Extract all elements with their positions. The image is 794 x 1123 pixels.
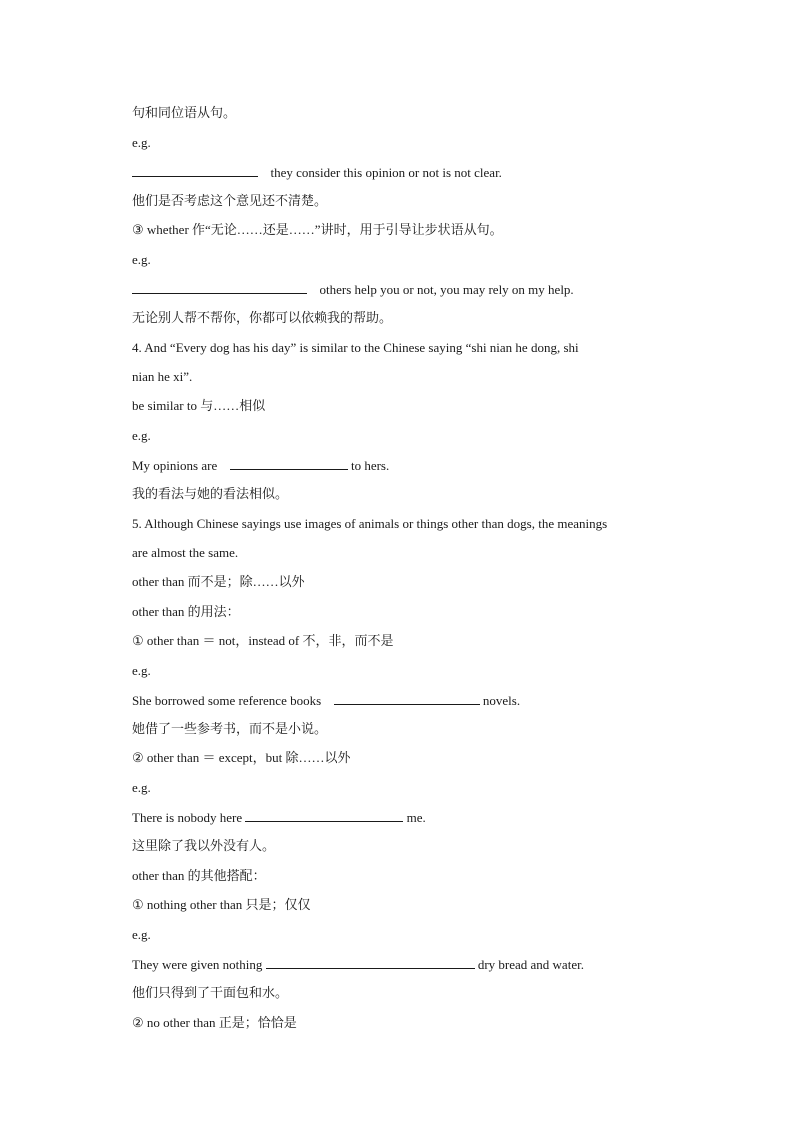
usage-note: ② other than ＝ except，but 除……以外 <box>132 750 351 765</box>
sentence-text: to hers. <box>350 458 390 473</box>
fill-in-sentence <box>132 691 520 710</box>
answer-blank[interactable] <box>245 808 403 822</box>
sentence-text: novels. <box>482 693 521 708</box>
translation-line: 这里除了我以外没有人。 <box>132 838 276 853</box>
example-label: e.g. <box>132 428 151 443</box>
fill-in-sentence <box>132 280 574 299</box>
sentence-text: me. <box>406 810 426 825</box>
translation-line: 无论别人帮不帮你，你都可以依赖我的帮助。 <box>132 310 393 325</box>
text-line: 句和同位语从句。 <box>132 105 237 120</box>
usage-heading: other than 的用法： <box>132 604 240 619</box>
example-label: e.g. <box>132 780 151 795</box>
fill-in-sentence <box>132 955 584 974</box>
translation-line: 他们是否考虑这个意见还不清楚。 <box>132 193 328 208</box>
sentence-text: She borrowed some reference books <box>132 693 322 708</box>
fill-in-sentence <box>132 808 426 827</box>
sentence-text: others help you or not, you may rely on my help. <box>319 282 574 297</box>
example-label: e.g. <box>132 252 151 267</box>
example-label: e.g. <box>132 927 151 942</box>
numbered-sentence-cont: nian he xi”. <box>132 369 193 384</box>
numbered-sentence: 4. And “Every dog has his day” is similar to the Chinese saying “shi nian he dong, shi <box>132 340 579 355</box>
sentence-text: My opinions are <box>132 458 218 473</box>
phrase-definition: be similar to 与……相似 <box>132 398 266 413</box>
phrase-definition: other than 而不是；除……以外 <box>132 574 305 589</box>
translation-line: 我的看法与她的看法相似。 <box>132 486 289 501</box>
answer-blank[interactable] <box>266 955 475 969</box>
usage-note: ② no other than 正是；恰恰是 <box>132 1015 297 1030</box>
usage-note: ① other than ＝ not，instead of 不，非，而不是 <box>132 633 394 648</box>
sentence-text: they consider this opinion or not is not clear. <box>270 165 502 180</box>
answer-blank[interactable] <box>132 280 307 294</box>
example-label: e.g. <box>132 135 151 150</box>
sentence-text: There is nobody here <box>132 810 243 825</box>
answer-blank[interactable] <box>334 691 480 705</box>
numbered-sentence: 5. Although Chinese sayings use images of animals or things other than dogs, the meanings <box>132 516 608 531</box>
numbered-sentence-cont: are almost the same. <box>132 545 239 560</box>
sentence-text: They were given nothing <box>132 957 263 972</box>
usage-heading: other than 的其他搭配： <box>132 868 266 883</box>
answer-blank[interactable] <box>132 163 258 177</box>
translation-line: 他们只得到了干面包和水。 <box>132 985 289 1000</box>
sentence-text: dry bread and water. <box>477 957 584 972</box>
answer-blank[interactable] <box>230 456 348 470</box>
fill-in-sentence <box>132 163 502 182</box>
translation-line: 她借了一些参考书，而不是小说。 <box>132 721 328 736</box>
usage-note: ① nothing other than 只是；仅仅 <box>132 897 311 912</box>
usage-note: ③ whether 作“无论……还是……”讲时，用于引导让步状语从句。 <box>132 222 503 237</box>
example-label: e.g. <box>132 663 151 678</box>
fill-in-sentence <box>132 456 389 475</box>
